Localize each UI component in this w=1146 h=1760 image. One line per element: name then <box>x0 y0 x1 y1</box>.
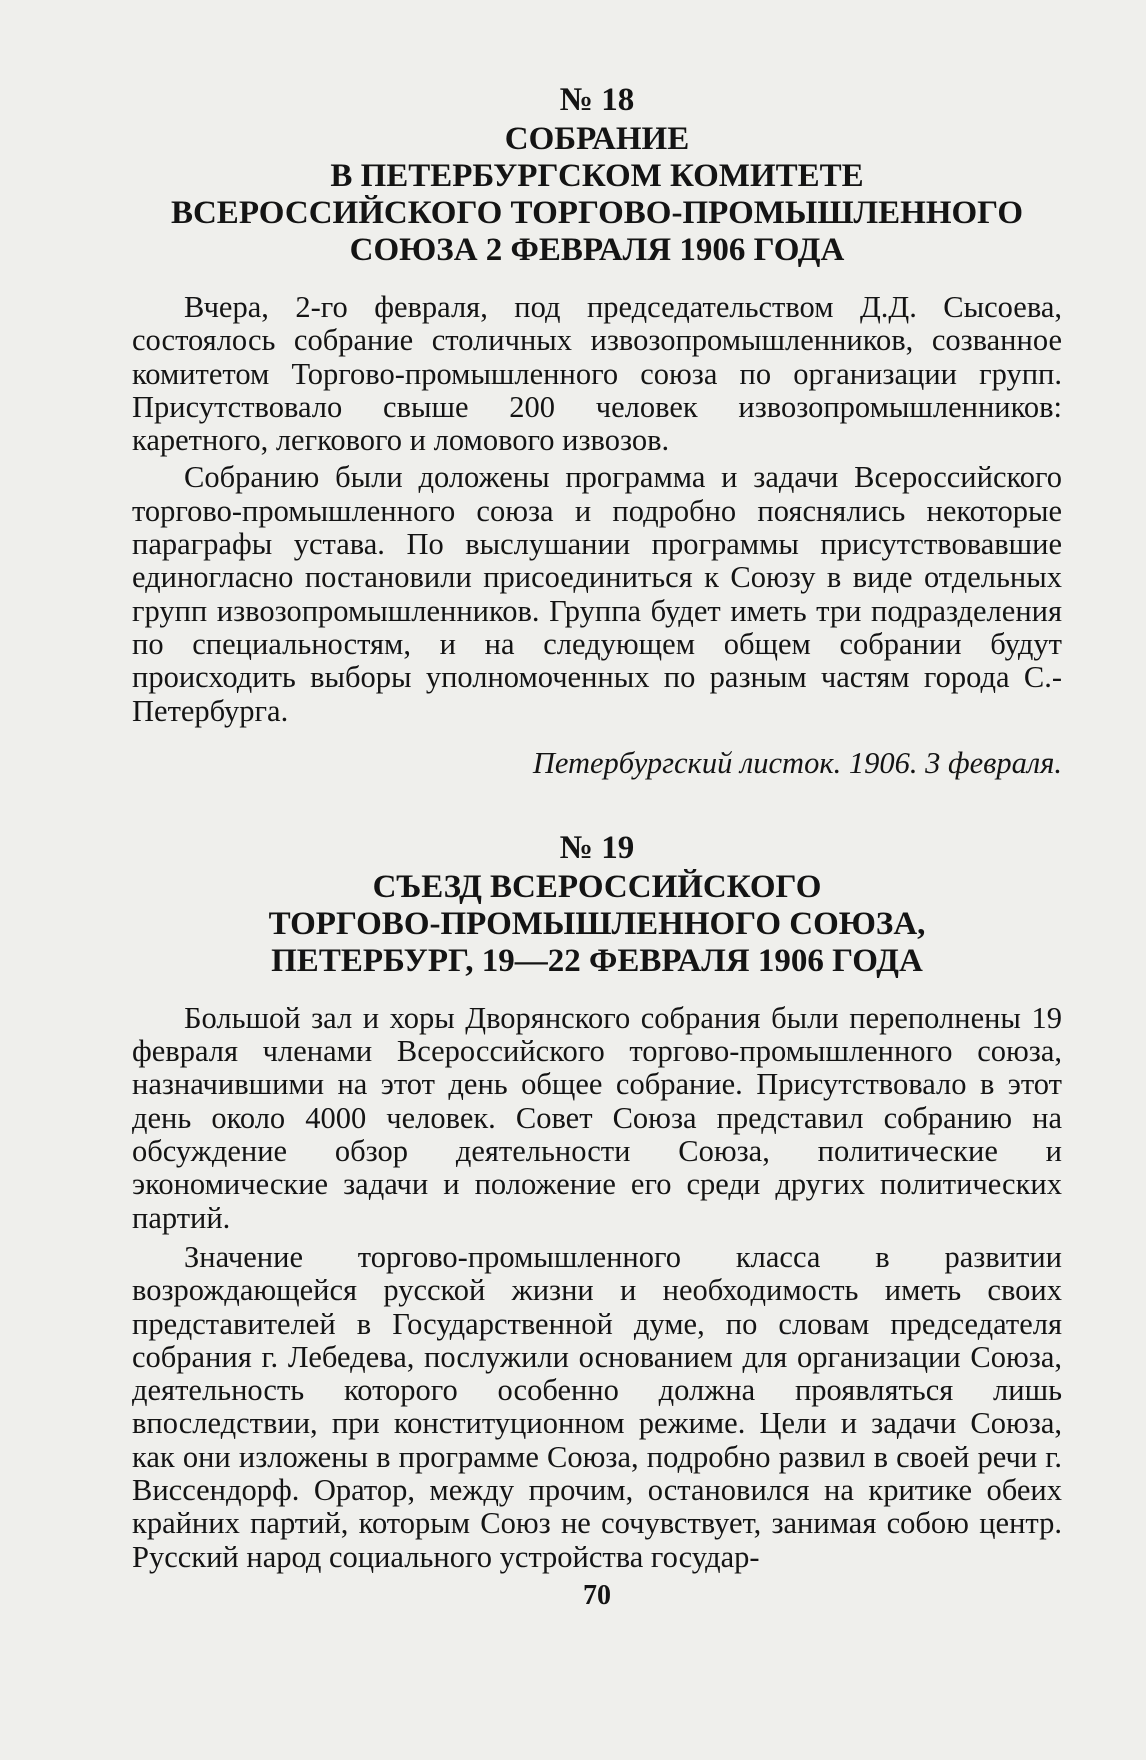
section-19-heading <box>132 830 1062 980</box>
heading-line: В ПЕТЕРБУРГСКОМ КОМИТЕТЕ <box>330 158 864 194</box>
heading-line: СОБРАНИЕ <box>504 121 690 157</box>
heading-line: ТОРГОВО-ПРОМЫШЛЕННОГО СОЮЗА, <box>268 905 926 942</box>
section-19 <box>132 830 1062 1574</box>
document-number: № 18 <box>559 82 635 118</box>
section-18 <box>132 82 1062 780</box>
paragraph: Собранию были доложены программа и задачи Всероссийского торгово-промышленного союза и подробно пояснялись некоторые параграфы устава. По выслушании программы присутствовавшие единогласно постановили присоединиться к Союзу в виде отдельных групп извозопромышленников. Группа будет иметь три подразделения по специальностям, и на следующем общем собрании будут происходить выборы уполномоченных по разным частям города С.-Петербурга. <box>132 460 1062 728</box>
paragraph: Большой зал и хоры Дворянского собрания были переполнены 19 февраля членами Всероссийского торгово-промышленного союза, назначившими на этот день общее собрание. Присутствовало в этот день около 4000 человек. Совет Союза представил собранию на обсуждение обзор деятельности Союза, политические и экономические задачи и положение его среди других политических партий. <box>132 1000 1062 1235</box>
paragraph: Значение торгово-промышленного класса в развитии возрождающейся русской жизни и необходимость иметь своих представителей в Государственной думе, по словам председателя собрания г. Лебедева, послужили основанием для организации Союза, деятельность которого особенно должна проявляться лишь впоследствии, при конституционном режиме. Цели и задачи Союза, как они изложены в программе Союза, подробно развил в своей речи г. Виссендорф. Оратор, между прочим, остановился на критике обеих крайних партий, которым Союз не сочувствует, занимая собою центр. Русский народ социального устройства государ- <box>132 1239 1062 1574</box>
heading-line: ВСЕРОССИЙСКОГО ТОРГОВО-ПРОМЫШЛЕННОГО <box>170 195 1024 231</box>
heading-line: СОЮЗА 2 ФЕВРАЛЯ 1906 ГОДА <box>349 232 845 268</box>
section-18-heading <box>132 82 1062 269</box>
document-number: № 19 <box>559 829 635 866</box>
source-citation: Петербургский листок. 1906. 3 февраля. <box>532 745 1062 780</box>
paragraph: Вчера, 2-го февраля, под председательством Д.Д. Сысоева, состоялось собрание столичных извозопромышленников, созванное комитетом Торгово-промышленного союза по организации групп. Присутствовало свыше 200 человек извозопромышленников: каретного, легкового и ломового извозов. <box>132 290 1062 458</box>
heading-line: ПЕТЕРБУРГ, 19—22 ФЕВРАЛЯ 1906 ГОДА <box>271 942 923 979</box>
page-number: 70 <box>583 1580 611 1611</box>
heading-line: СЪЕЗД ВСЕРОССИЙСКОГО <box>372 868 822 905</box>
